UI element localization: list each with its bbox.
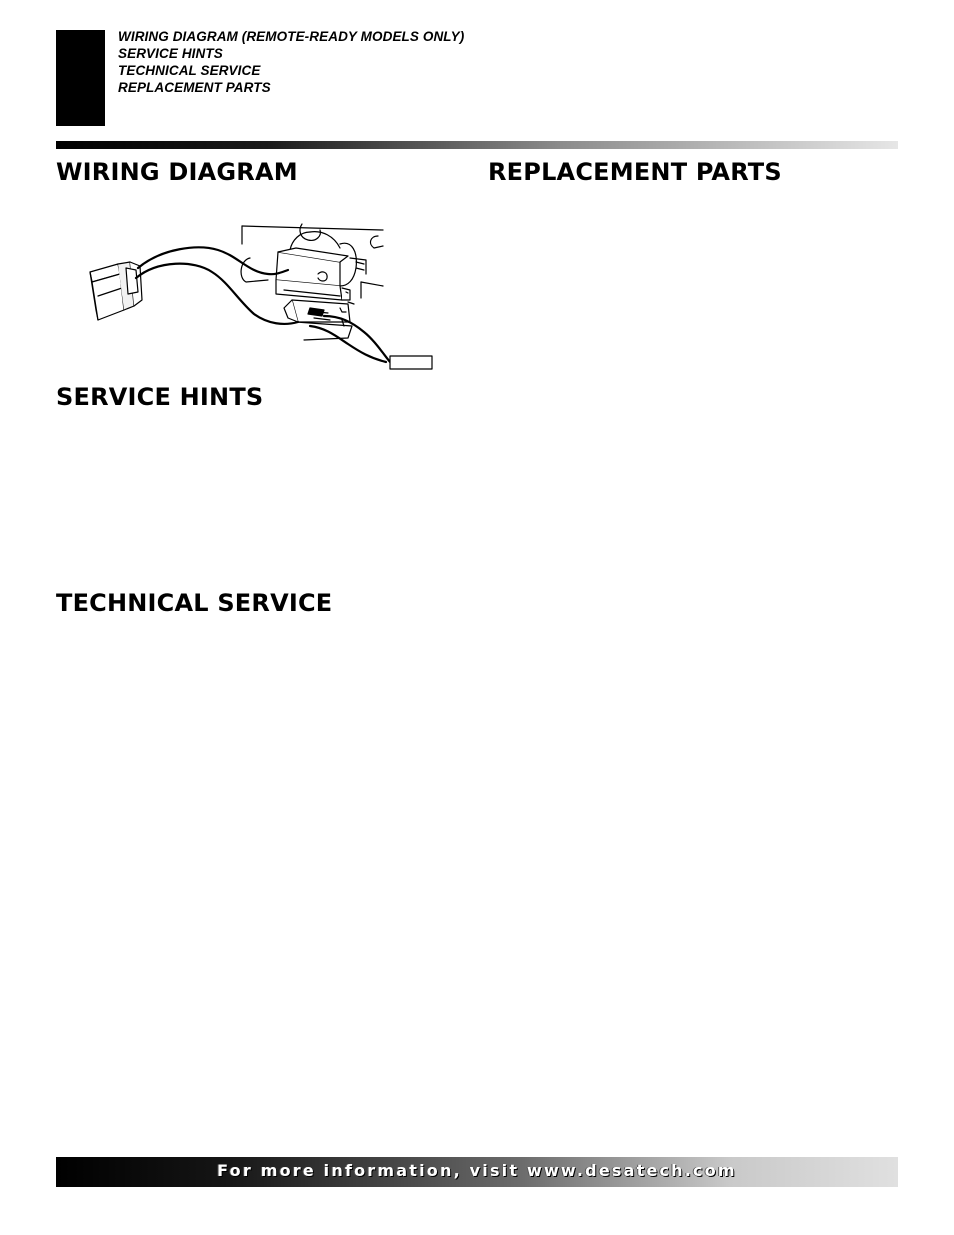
header-gradient-rule [56,141,898,149]
replacement-parts-heading: REPLACEMENT PARTS [488,158,782,186]
header-contents-list [118,28,464,96]
toc-item-wiring-diagram: WIRING DIAGRAM (REMOTE-READY MODELS ONLY) [118,29,465,44]
footer-website-text: For more information, visit www.desatech.com [217,1161,737,1180]
gas-valve-icon [241,224,383,340]
wiring-diagram-heading: WIRING DIAGRAM [56,158,298,186]
section-tab-block [56,30,105,126]
technical-service-heading: TECHNICAL SERVICE [56,589,333,617]
rocker-switch-icon [90,262,142,320]
toc-item-service-hints: SERVICE HINTS [118,46,223,61]
connector-label-box [390,356,432,369]
wire-harness-icon [136,247,390,362]
toc-item-replacement-parts: REPLACEMENT PARTS [118,80,271,95]
toc-item-technical-service: TECHNICAL SERVICE [118,63,261,78]
wiring-diagram-illustration [78,222,438,374]
footer-bar [56,1157,898,1187]
service-hints-heading: SERVICE HINTS [56,383,264,411]
